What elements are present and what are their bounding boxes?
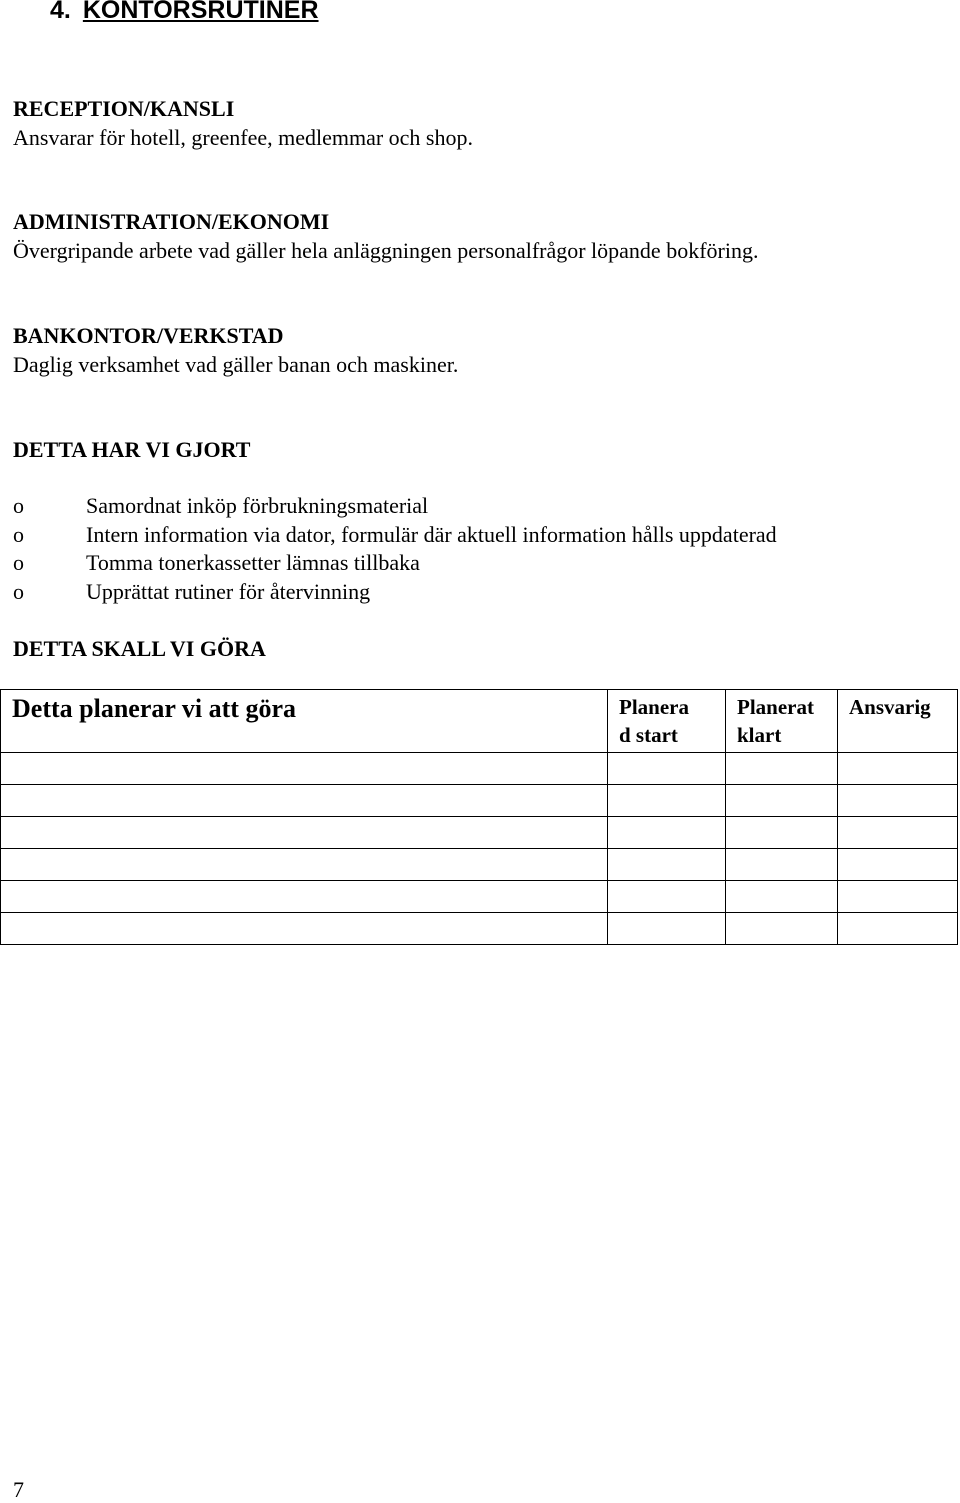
table-cell[interactable]: [608, 753, 726, 785]
list-item: [13, 578, 777, 607]
header-planned-start: [608, 690, 726, 753]
list-item: [13, 549, 777, 578]
table-row: [1, 753, 958, 785]
bullet-mark: o: [13, 493, 24, 518]
table-row: [1, 817, 958, 849]
table-cell[interactable]: [838, 849, 958, 881]
list-item-text: Intern information via dator, formulär där aktuell information hålls uppdaterad: [86, 521, 777, 547]
table-cell[interactable]: [608, 849, 726, 881]
table-cell[interactable]: [838, 881, 958, 913]
table-cell[interactable]: [608, 817, 726, 849]
section-title-reception: RECEPTION/KANSLI: [13, 96, 235, 121]
chapter-heading: [50, 0, 319, 25]
done-section-title: DETTA HAR VI GJORT: [13, 437, 251, 462]
section-text-administration: Övergripande arbete vad gäller hela anläggningen personalfrågor löpande bokföring.: [13, 238, 759, 263]
table-row: [1, 849, 958, 881]
table-cell[interactable]: [608, 785, 726, 817]
header-responsible: Ansvarig: [838, 690, 958, 753]
list-item: [13, 492, 777, 521]
table-cell[interactable]: [726, 849, 838, 881]
table-cell[interactable]: [1, 849, 608, 881]
table-cell[interactable]: [1, 913, 608, 945]
todo-section-title: DETTA SKALL VI GÖRA: [13, 636, 266, 661]
table-cell[interactable]: [726, 913, 838, 945]
chapter-title: KONTORSRUTINER: [82, 0, 319, 24]
list-item-text: Samordnat inköp förbrukningsmaterial: [86, 493, 429, 518]
section-text-reception: Ansvarar för hotell, greenfee, medlemmar och shop.: [13, 125, 473, 150]
header-planned-done-line2: klart: [737, 723, 782, 747]
list-item: [13, 521, 777, 550]
done-list: [13, 492, 777, 607]
planning-table: [0, 689, 958, 945]
header-planned-done-line1: Planerat: [737, 695, 814, 719]
table-cell[interactable]: [838, 913, 958, 945]
table-cell[interactable]: [1, 881, 608, 913]
section-text-bankontor: Daglig verksamhet vad gäller banan och maskiner.: [13, 352, 459, 377]
table-header-row: [1, 690, 958, 753]
header-planned-done: [726, 690, 838, 753]
table-cell[interactable]: [1, 785, 608, 817]
table-cell[interactable]: [726, 785, 838, 817]
table-row: [1, 881, 958, 913]
table-cell[interactable]: [838, 817, 958, 849]
list-item-text: Upprättat rutiner för återvinning: [86, 579, 371, 605]
table-row: [1, 913, 958, 945]
bullet-mark: o: [13, 579, 24, 605]
table-cell[interactable]: [838, 785, 958, 817]
table-row: [1, 785, 958, 817]
section-title-bankontor: BANKONTOR/VERKSTAD: [13, 323, 284, 348]
bullet-mark: o: [13, 550, 24, 576]
chapter-number: 4.: [50, 0, 71, 24]
table-cell[interactable]: [726, 753, 838, 785]
header-planned-start-line2: d start: [619, 723, 678, 747]
table-cell[interactable]: [1, 817, 608, 849]
table-cell[interactable]: [726, 881, 838, 913]
header-planned-start-line1: Planera: [619, 695, 689, 719]
table-cell[interactable]: [726, 817, 838, 849]
list-item-text: Tomma tonerkassetter lämnas tillbaka: [86, 550, 420, 576]
table-cell[interactable]: [608, 913, 726, 945]
header-activity: Detta planerar vi att göra: [1, 690, 608, 753]
section-title-administration: ADMINISTRATION/EKONOMI: [13, 209, 330, 234]
page-number: 7: [13, 1477, 24, 1502]
bullet-mark: o: [13, 521, 24, 547]
table-cell[interactable]: [1, 753, 608, 785]
table-cell[interactable]: [838, 753, 958, 785]
table-cell[interactable]: [608, 881, 726, 913]
